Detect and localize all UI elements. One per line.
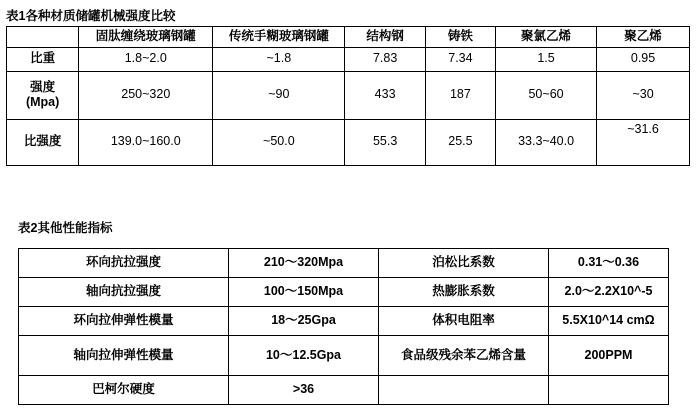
- material-strength-table: [6, 26, 690, 166]
- table-header-row: [7, 27, 690, 48]
- table-cell: ~31.6: [597, 119, 690, 165]
- table-header-cell: 固肽缠绕玻璃钢罐: [79, 27, 213, 48]
- row-label: 比强度: [7, 119, 79, 165]
- property-label: 食品级残余苯乙烯含量: [379, 336, 549, 376]
- table-cell: ~1.8: [213, 47, 345, 71]
- table-row: [19, 278, 669, 307]
- row-label: 比重: [7, 47, 79, 71]
- table-cell: 1.8~2.0: [79, 47, 213, 71]
- table-cell: 50~60: [496, 71, 597, 119]
- table-header-cell: 铸铁: [425, 27, 495, 48]
- table-row: [19, 249, 669, 278]
- property-value: [549, 376, 669, 405]
- table-header-cell: 聚乙烯: [597, 27, 690, 48]
- table-cell: ~90: [213, 71, 345, 119]
- table-cell: 433: [345, 71, 425, 119]
- table-cell: 7.34: [425, 47, 495, 71]
- table-row: [19, 307, 669, 336]
- table-cell: 1.5: [496, 47, 597, 71]
- table-header-cell: 传统手糊玻璃钢罐: [213, 27, 345, 48]
- property-value: 10～12.5Gpa: [229, 336, 379, 376]
- table-row: [19, 376, 669, 405]
- row-label-text: 强度: [30, 79, 56, 94]
- table-cell: 55.3: [345, 119, 425, 165]
- property-value: 210～320Mpa: [229, 249, 379, 278]
- property-label: 泊松比系数: [379, 249, 549, 278]
- table-header-cell: [7, 27, 79, 48]
- table2-caption: 表2其他性能指标: [18, 221, 113, 235]
- property-label: [379, 376, 549, 405]
- table-cell: 7.83: [345, 47, 425, 71]
- property-value: 200PPM: [549, 336, 669, 376]
- property-label: 环向拉伸弹性模量: [19, 307, 229, 336]
- table-cell: 0.95: [597, 47, 690, 71]
- property-label: 轴向拉伸弹性模量: [19, 336, 229, 376]
- property-label: 环向抗拉强度: [19, 249, 229, 278]
- property-value: 100～150Mpa: [229, 278, 379, 307]
- table-cell: 25.5: [425, 119, 495, 165]
- property-value: 2.0～2.2X10^-5: [549, 278, 669, 307]
- property-label: 体积电阻率: [379, 307, 549, 336]
- table-row: [7, 47, 690, 71]
- table-cell: 33.3~40.0: [496, 119, 597, 165]
- table-cell: ~50.0: [213, 119, 345, 165]
- property-value: 0.31～0.36: [549, 249, 669, 278]
- property-label: 轴向抗拉强度: [19, 278, 229, 307]
- property-label: 巴柯尔硬度: [19, 376, 229, 405]
- property-value: 18～25Gpa: [229, 307, 379, 336]
- table-header-cell: 结构钢: [345, 27, 425, 48]
- row-label: [7, 71, 79, 119]
- table-cell: 187: [425, 71, 495, 119]
- row-label-unit: (Mpa): [25, 95, 60, 110]
- table-row: [7, 71, 690, 119]
- property-value: 5.5X10^14 cmΩ: [549, 307, 669, 336]
- table-row: [19, 336, 669, 376]
- property-value: >36: [229, 376, 379, 405]
- table1-caption: 表1各种材质储罐机械强度比较: [6, 9, 176, 23]
- other-performance-table: [18, 248, 669, 405]
- property-label: 热膨胀系数: [379, 278, 549, 307]
- table-cell: 250~320: [79, 71, 213, 119]
- table-cell: ~30: [597, 71, 690, 119]
- table-cell: 139.0~160.0: [79, 119, 213, 165]
- table-row: [7, 119, 690, 165]
- table-header-cell: 聚氯乙烯: [496, 27, 597, 48]
